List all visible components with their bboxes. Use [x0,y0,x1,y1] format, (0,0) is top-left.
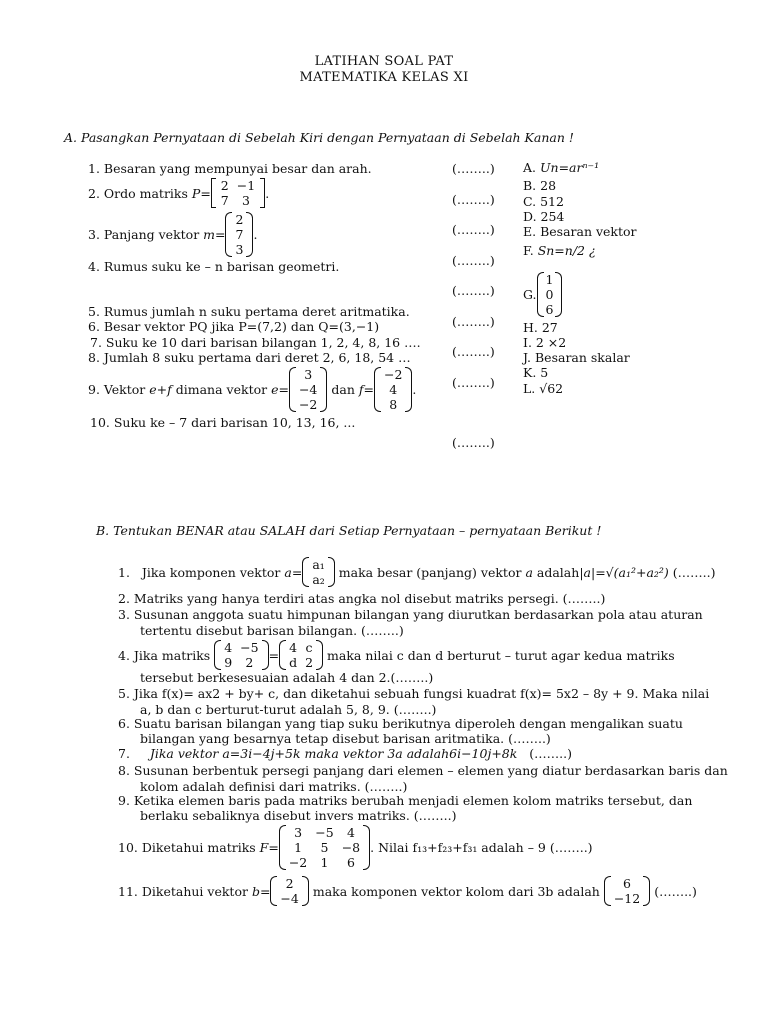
answer-option-e: E. Besaran vektor [523,224,637,239]
answer-option-l: L. √62 [523,381,564,396]
matrix-cell: 7 [235,226,244,242]
section-a-heading: A. Pasangkan Pernyataan di Sebelah Kiri dengan Pernyataan di Sebelah Kanan ! [64,130,574,145]
b-question-10: 10. Diketahui matriks F= 3 −5 4 1 5 −8 −2 1 6 . Nilai f₁₃+f₂₃+f₃₁ adalah – 9 (……..) [118,824,593,870]
matrix-cell: 3 [241,193,250,208]
doc-title-line2: MATEMATIKA KELAS XI [299,70,469,85]
a-question-7: 7. Suku ke 10 dari barisan bilangan 1, 2, 4, 8, 16 …. [90,335,421,350]
matrix-cell: 2 [285,876,294,891]
a-question-3: 3. Panjang vektor m= 2 7 3 . [88,211,258,257]
section-b-heading: B. Tentukan BENAR atau SALAH dari Setiap Pernyataan – pernyataan Berikut ! [96,523,602,538]
answer-option-f: F. Sn=n/2 ¿ [523,243,596,258]
b-question-4: 4. Jika matriks 4 −5 9 2 = 4 c d 2 maka nilai c dan d berturut – turut agar kedua matriks [118,640,675,670]
answer-option-h: H. 27 [523,320,558,335]
ordo-matrix-p [211,178,265,208]
b-question-5-line1: 5. Jika f(x)= ax2 + by+ c, dan diketahui sebuah fungsi kuadrat f(x)= 5x2 – 8y + 9. Maka nilai [118,686,710,701]
matrix-cell: 6 [346,854,355,870]
answer-blank-1[interactable]: (……..) [452,161,495,176]
answer-option-d: D. 254 [523,209,565,224]
answer-option-k: K. 5 [523,365,549,380]
matrix-cell: 2 [245,655,254,670]
matrix-cell: a₂ [312,572,325,587]
b-question-9-line1: 9. Ketika elemen baris pada matriks berubah menjadi elemen kolom matriks tersebut, dan [118,793,693,808]
a-question-2: 2. Ordo matriks P= 2 −1 7 3 . [88,178,270,208]
b-question-6-line1: 6. Suatu barisan bilangan yang tiap suku berikutnya diperoleh dengan mengalikan suatu [118,716,683,731]
matrix-cell: −12 [613,891,641,906]
a-question-1: 1. Besaran yang mempunyai besar dan arah. [88,161,372,176]
vector-b [270,876,308,906]
matrix-cell: 1 [320,854,329,870]
matrix-cell: −2 [383,366,403,382]
answer-option-j: J. Besaran skalar [523,350,630,365]
b-question-4-line2: tersebut berkesesuaian adalah 4 dan 2.(……..) [140,670,434,685]
matrix-cell: 4 [289,640,298,655]
matrix-cell: −4 [280,891,299,906]
matrix-cell: 1 [545,271,554,287]
matrix-cell: 0 [545,286,554,302]
doc-title-line1: LATIHAN SOAL PAT [314,54,454,69]
a-question-10: 10. Suku ke – 7 dari barisan 10, 13, 16, ... [90,415,356,430]
vector-g [537,272,563,317]
answer-blank-10[interactable]: (……..) [452,435,495,450]
answer-blank-5[interactable]: (……..) [452,283,495,298]
matrix-cell: 8 [389,396,398,412]
vector-e [289,367,327,412]
matrix-cell: 2 [235,211,244,227]
b-question-7: 7. Jika vektor a=3i−4j+5k maka vektor 3a adalah6i−10j+8k (……..) [118,746,572,761]
b-question-5-line2: a, b dan c berturut-turut adalah 5, 8, 9. (……..) [140,702,437,717]
b-question-6-line2: bilangan yang besarnya tetap disebut barisan aritmatika. (……..) [140,731,551,746]
matrix-cell: 4 [224,640,233,655]
answer-option-g: G. 1 0 6 [523,270,562,318]
matrix-cell: 4 [389,381,398,397]
matrix-cell: −2 [288,854,308,870]
a-question-5: 5. Rumus jumlah n suku pertama deret aritmatika. [88,304,410,319]
matrix-cell: 6 [623,876,631,891]
vector-m [225,212,253,257]
b-question-11: 11. Diketahui vektor b= 2 −4 maka komponen vektor kolom dari 3b adalah 6 −12 (……..) [118,876,697,906]
matrix-cell: −4 [298,381,318,397]
matrix-cell: 2 [220,178,229,193]
vector-f [374,367,412,412]
b-question-9-line2: berlaku sebaliknya disebut invers matriks. (……..) [140,808,457,823]
a-question-4: 4. Rumus suku ke – n barisan geometri. [88,259,340,274]
answer-blank-8[interactable]: (……..) [452,375,495,390]
matrix-cell: c [305,640,313,655]
answer-option-b: B. 28 [523,178,557,193]
matrix-cell: 9 [224,655,233,670]
b-question-3-line2: tertentu disebut barisan bilangan. (……..) [140,623,404,638]
matrix-cell: 4 [346,824,355,840]
answer-blank-7[interactable]: (……..) [452,344,495,359]
matrix-cell: a₁ [312,557,325,572]
matrix-cell: −5 [240,640,259,655]
answer-blank-3[interactable]: (……..) [452,222,495,237]
matrix-cell: 3 [304,366,313,382]
matrix-cell: 6 [545,301,554,317]
matrix-cell: 5 [320,839,329,855]
a-question-8: 8. Jumlah 8 suku pertama dari deret 2, 6, 18, 54 … [88,350,411,365]
matrix-cell: 1 [294,839,303,855]
answer-option-c: C. 512 [523,194,564,209]
answer-blank-6[interactable]: (……..) [452,314,495,329]
matrix-cell: −1 [236,178,256,193]
a-question-6: 6. Besar vektor PQ jika P=(7,2) dan Q=(3,−1) [88,319,380,334]
b-question-3-line1: 3. Susunan anggota suatu himpunan bilangan yang diurutkan berdasarkan pola atau aturan [118,607,703,622]
matrix-right [279,640,323,670]
a-question-9: 9. Vektor e+f dimana vektor e= 3 −4 −2 dan f= −2 4 8 . [88,366,417,412]
b-question-8-line2: kolom adalah definisi dari matriks. (……..) [140,779,408,794]
vector-a-components [302,557,334,587]
answer-option-i: I. 2 ×2 [523,335,567,350]
matrix-cell: −2 [298,396,318,412]
matrix-left [214,640,268,670]
b-question-1: 1. Jika komponen vektor a= a₁ a₂ maka besar (panjang) vektor a adalah |a|=√(a₁²+a₂²) (……..) [118,557,716,587]
matrix-cell: −8 [341,839,361,855]
answer-blank-2[interactable]: (……..) [452,192,495,207]
vector-3b-result [604,876,650,906]
matrix-cell: d [289,655,298,670]
matrix-f [279,825,370,870]
matrix-cell: 7 [220,193,229,208]
matrix-cell: 2 [305,655,314,670]
answer-option-a: A. Un=arⁿ⁻¹ [523,160,600,175]
b-question-8-line1: 8. Susunan berbentuk persegi panjang dari elemen – elemen yang diatur berdasarkan baris dan [118,763,728,778]
b-question-2: 2. Matriks yang hanya terdiri atas angka nol disebut matriks persegi. (……..) [118,591,606,606]
matrix-cell: 3 [294,824,303,840]
matrix-cell: −5 [315,824,334,840]
matrix-cell: 3 [235,241,244,257]
answer-blank-4[interactable]: (……..) [452,253,495,268]
